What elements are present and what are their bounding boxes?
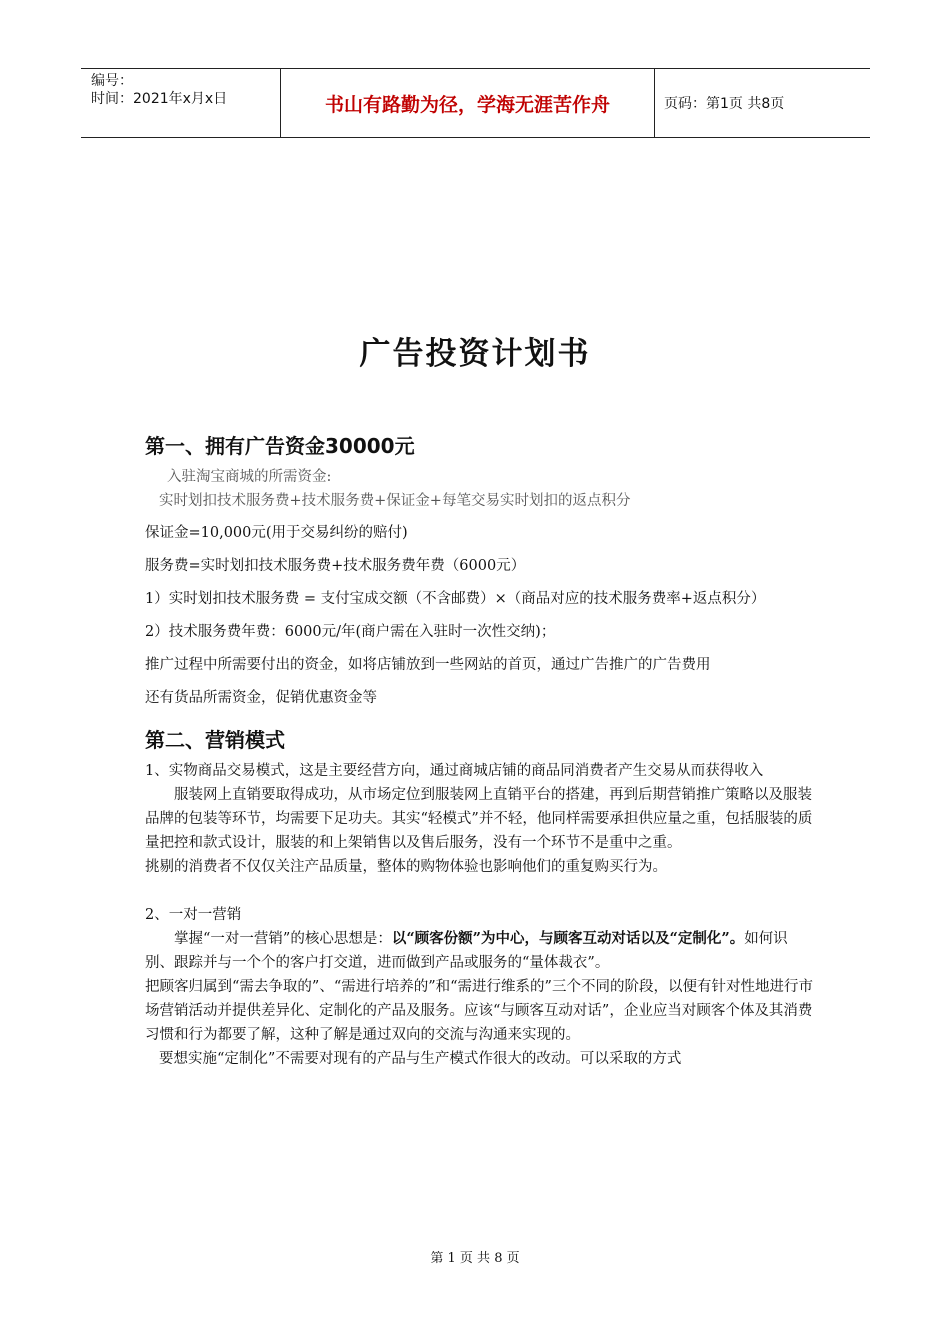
section-2-heading: 第二、营销模式	[145, 728, 285, 752]
document-title: 广告投资计划书	[359, 336, 591, 372]
section-1-heading: 第一、拥有广告资金30000元	[145, 434, 415, 458]
date-line: 时间：2021年x月x日	[91, 91, 228, 107]
s1-p2: 实时划扣技术服务费+技术服务费+保证金+每笔交易实时划扣的返点积分	[159, 493, 631, 509]
id-label: 编号：	[91, 73, 133, 89]
document-body	[145, 430, 815, 1071]
s1-p1: 入驻淘宝商城的所需资金:	[167, 469, 332, 485]
header-page-info: 页码：第1页 共8页	[664, 96, 785, 112]
header-meta	[81, 69, 281, 137]
s1-p4: 服务费=实时划扣技术服务费+技术服务费年费（6000元）	[145, 558, 526, 574]
s2-p7: 要想实施“定制化”不需要对现有的产品与生产模式作很大的改动。可以采取的方式	[159, 1051, 682, 1067]
s2-p5-tail: 如何识别、跟踪并与一个个的客户打交道，进而做到产品或服务的“量体裁衣”。	[145, 931, 788, 971]
s2-p2: 服装网上直销要取得成功，从市场定位到服装网上直销平台的搭建，再到后期营销推广策略以及服装品牌的包装等环节，均需要下足功夫。其实“轻模式”并不轻，他同样需要承担供应量之重，包括服装的质量把控和款式设计，服装的和上架销售以及售后服务，没有一个环节不是重中之重。	[145, 787, 813, 851]
s2-p3: 挑剔的消费者不仅仅关注产品质量，整体的购物体验也影响他们的重复购买行为。	[145, 859, 667, 875]
s2-p1: 1、实物商品交易模式，这是主要经营方向，通过商城店铺的商品同消费者产生交易从而获得收入	[145, 763, 764, 779]
header-table	[81, 68, 870, 138]
s2-p5-bold: 以“顾客份额”为中心，与顾客互动对话以及“定制化”。	[391, 930, 745, 947]
s2-p5	[145, 927, 815, 975]
s1-p6: 2）技术服务费年费：6000元/年(商户需在入驻时一次性交纳)；	[145, 624, 556, 640]
page-footer: 第 1 页 共 8 页	[430, 1251, 520, 1266]
s1-p7: 推广过程中所需要付出的资金，如将店铺放到一些网站的首页，通过广告推广的广告费用	[145, 657, 711, 673]
s2-p4: 2、一对一营销	[145, 907, 242, 923]
s2-p6: 把顾客归属到“需去争取的”、“需进行培养的”和“需进行维系的”三个不同的阶段，以便有针对性地进行市场营销活动并提供差异化、定制化的产品及服务。应该“与顾客互动对话”，企业应当对顾客个体及其消费习惯和行为都要了解，这种了解是通过双向的交流与沟通来实现的。	[145, 979, 813, 1043]
s1-p3: 保证金=10,000元(用于交易纠纷的赔付)	[145, 525, 408, 541]
s1-p5: 1）实时划扣技术服务费 = 支付宝成交额（不含邮费）×（商品对应的技术服务费率+返点积分）	[145, 591, 766, 607]
header-motto: 书山有路勤为径，学海无涯苦作舟	[281, 69, 655, 137]
s2-p5-lead: 掌握“一对一营销”的核心思想是：	[174, 931, 392, 947]
s1-p8: 还有货品所需资金，促销优惠资金等	[145, 690, 377, 706]
